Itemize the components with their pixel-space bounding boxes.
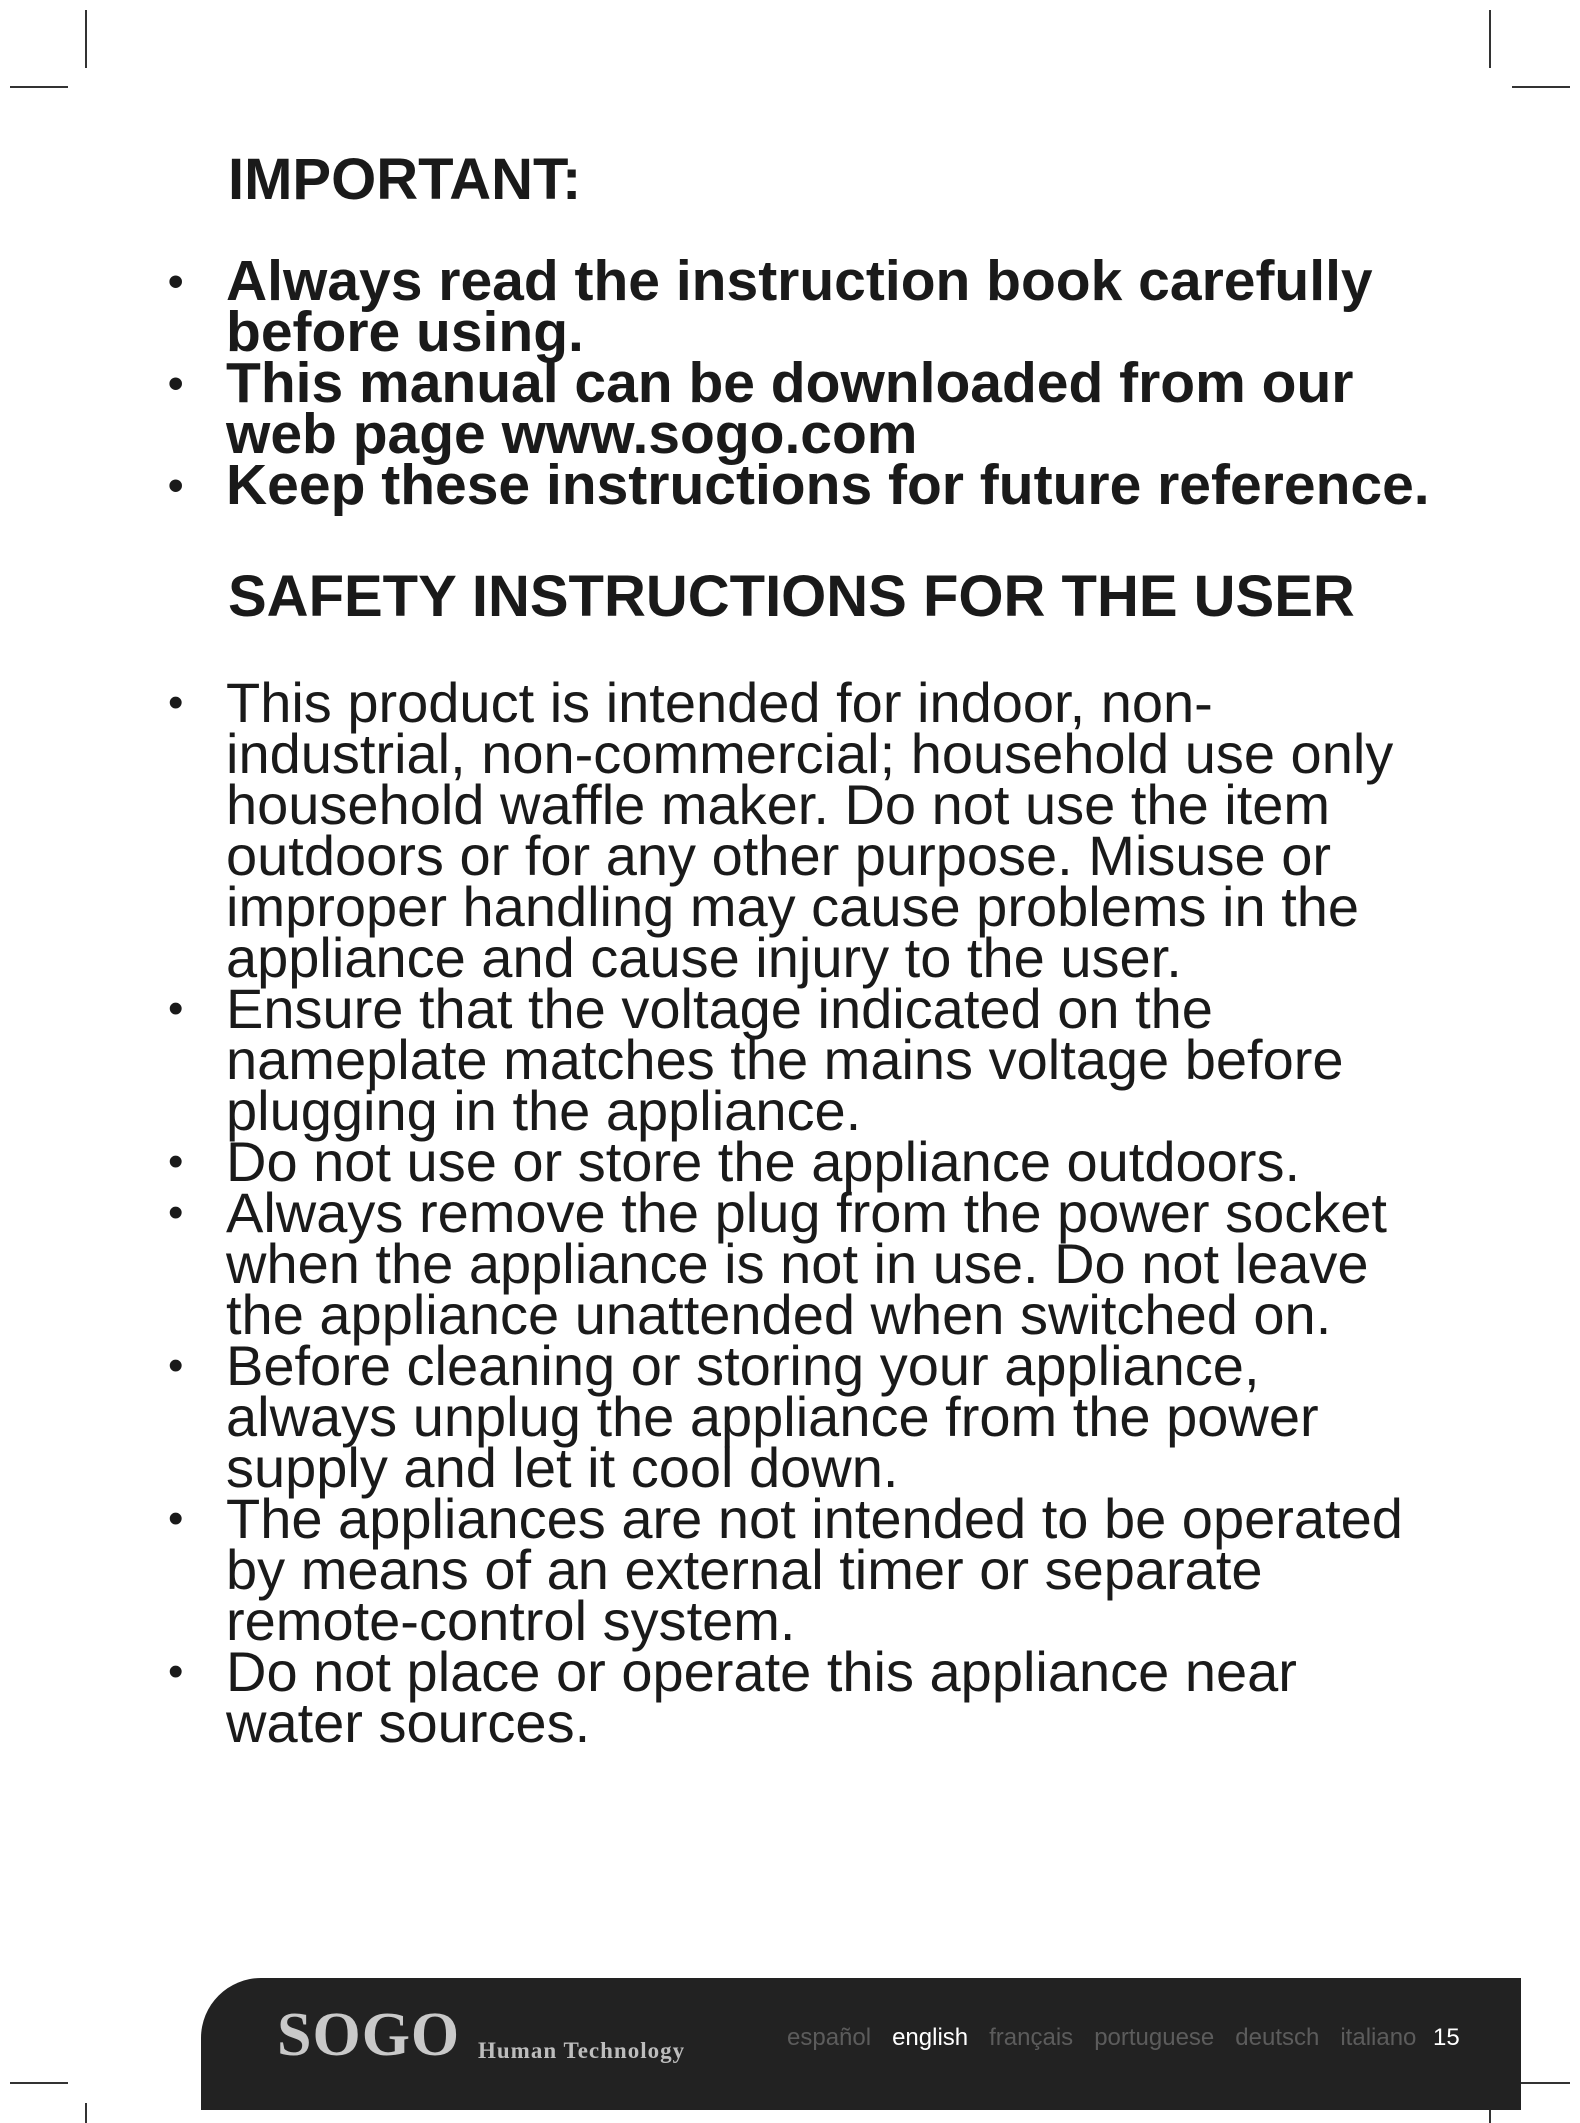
list-item: [160, 453, 1430, 517]
language-espanol: español: [787, 2024, 872, 2051]
crop-mark: [1512, 86, 1570, 88]
page-content: [160, 147, 1430, 1754]
language-english: english: [892, 2024, 969, 2051]
safety-item-text: This product is intended for indoor, non-industrial, non-commercial; household use only household waffle maker. Do not use the item outdoors or for any other purpose. Misuse or improper handling may cause problems in the appliance and cause injury to the user.: [226, 671, 1394, 989]
crop-mark: [10, 86, 68, 88]
list-item: [160, 671, 1430, 989]
safety-item-text: Ensure that the voltage indicated on the nameplate matches the mains voltage before plugging in the appliance.: [226, 977, 1344, 1142]
bullet: •: [168, 1494, 184, 1543]
list-item: [160, 1487, 1430, 1652]
safety-item-text: Do not place or operate this appliance near water sources.: [226, 1640, 1297, 1754]
bullet: •: [168, 1137, 184, 1186]
safety-list: [160, 671, 1430, 1754]
list-item: [160, 351, 1430, 466]
bullet: •: [168, 461, 184, 510]
language-list: [787, 2024, 1416, 2052]
list-item: [160, 249, 1430, 364]
safety-item-text: Before cleaning or storing your appliance, always unplug the appliance from the power supply and let it cool down.: [226, 1334, 1319, 1499]
language-francais: français: [989, 2024, 1074, 2051]
language-portuguese: portuguese: [1094, 2024, 1215, 2051]
safety-item-text: Always remove the plug from the power socket when the appliance is not in use. Do not leave the appliance unattended when switched on.: [226, 1181, 1387, 1346]
footer-bar: [201, 1978, 1521, 2110]
important-item-text: Keep these instructions for future reference.: [226, 453, 1430, 517]
list-item: [160, 1640, 1430, 1754]
safety-item-text: Do not use or store the appliance outdoors.: [226, 1130, 1301, 1193]
crop-mark: [1489, 10, 1491, 68]
crop-mark: [85, 10, 87, 68]
list-item: [160, 1130, 1430, 1193]
safety-heading: SAFETY INSTRUCTIONS FOR THE USER: [228, 564, 1355, 629]
list-item: [160, 1181, 1430, 1346]
language-italiano: italiano: [1340, 2024, 1417, 2051]
safety-item-text: The appliances are not intended to be operated by means of an external timer or separate remote-control system.: [226, 1487, 1403, 1652]
list-item: [160, 977, 1430, 1142]
language-deutsch: deutsch: [1235, 2024, 1320, 2051]
bullet: •: [168, 257, 184, 306]
page-number: 15: [1433, 2024, 1460, 2051]
bullet: •: [168, 678, 184, 727]
important-list: [160, 249, 1430, 517]
crop-mark: [10, 2082, 68, 2084]
bullet: •: [168, 1647, 184, 1696]
important-heading: IMPORTANT:: [228, 147, 582, 212]
crop-mark: [85, 2103, 87, 2123]
brand-tagline: Human Technology: [478, 2038, 686, 2063]
list-item: [160, 1334, 1430, 1499]
important-item-text: This manual can be downloaded from our web page www.sogo.com: [226, 351, 1354, 466]
bullet: •: [168, 1341, 184, 1390]
sogo-logo: SOGO: [277, 2001, 461, 2069]
bullet: •: [168, 359, 184, 408]
bullet: •: [168, 984, 184, 1033]
important-item-text: Always read the instruction book carefully before using.: [226, 249, 1373, 364]
bullet: •: [168, 1188, 184, 1237]
